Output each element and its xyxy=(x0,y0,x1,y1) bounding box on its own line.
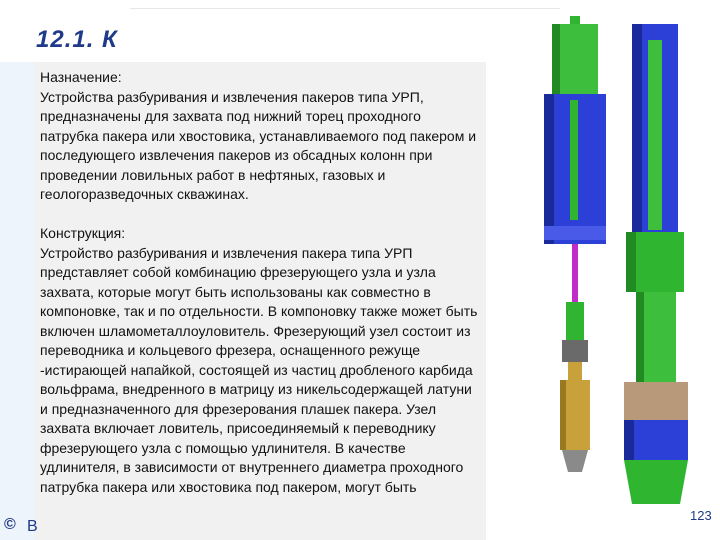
purpose-paragraph: Назначение: Устройства разбуривания и извлечения пакеров типа УРП, предназначены для захвата под нижний торец проходного патрубка пакера или хвостовика, устанавливаемого под пакером и последующего извлечения пакеров из обсадных колонн при проведении ловильных работ в нефтяных, газовых и геологоразведочных скважинах. xyxy=(40,69,477,202)
slide-title: 12.1. К xyxy=(36,26,118,53)
right-tool-assembly xyxy=(624,24,688,504)
construction-paragraph: Конструкция: Устройство разбуривания и извлечения пакера типа УРП представляет собой комбинацию фрезерующего узла и узла захвата, которые могут быть использованы как совместно в компоновке, так и по отдельности. В компоновку также может быть включен шламометаллоуловитель. Фрезерующий узел состоит из переводника и кольцевого фрезера, оснащенного режуще -истирающей напайкой, состоящей из частиц дробленого карбида вольфрама, внедренного в матрицу из никельсодержащей латуни и предназначенного для фрезерования плашек пакера. Узел захвата включает ловитель, присоединяемый к переводнику фрезерующего узла с помощью удлинителя. В качестве удлинителя, в зависимости от внутреннего диаметра проходного патрубка пакера или хвостовика под пакером, могут быть xyxy=(40,225,478,495)
copyright-text: В xyxy=(27,518,38,535)
page-number: 123 xyxy=(690,508,712,523)
copyright-symbol: © xyxy=(4,516,16,533)
description-panel xyxy=(34,62,486,540)
left-tool-assembly xyxy=(544,16,606,472)
tool-illustration xyxy=(486,10,720,510)
top-divider xyxy=(130,8,560,9)
left-accent-bar xyxy=(0,62,34,540)
